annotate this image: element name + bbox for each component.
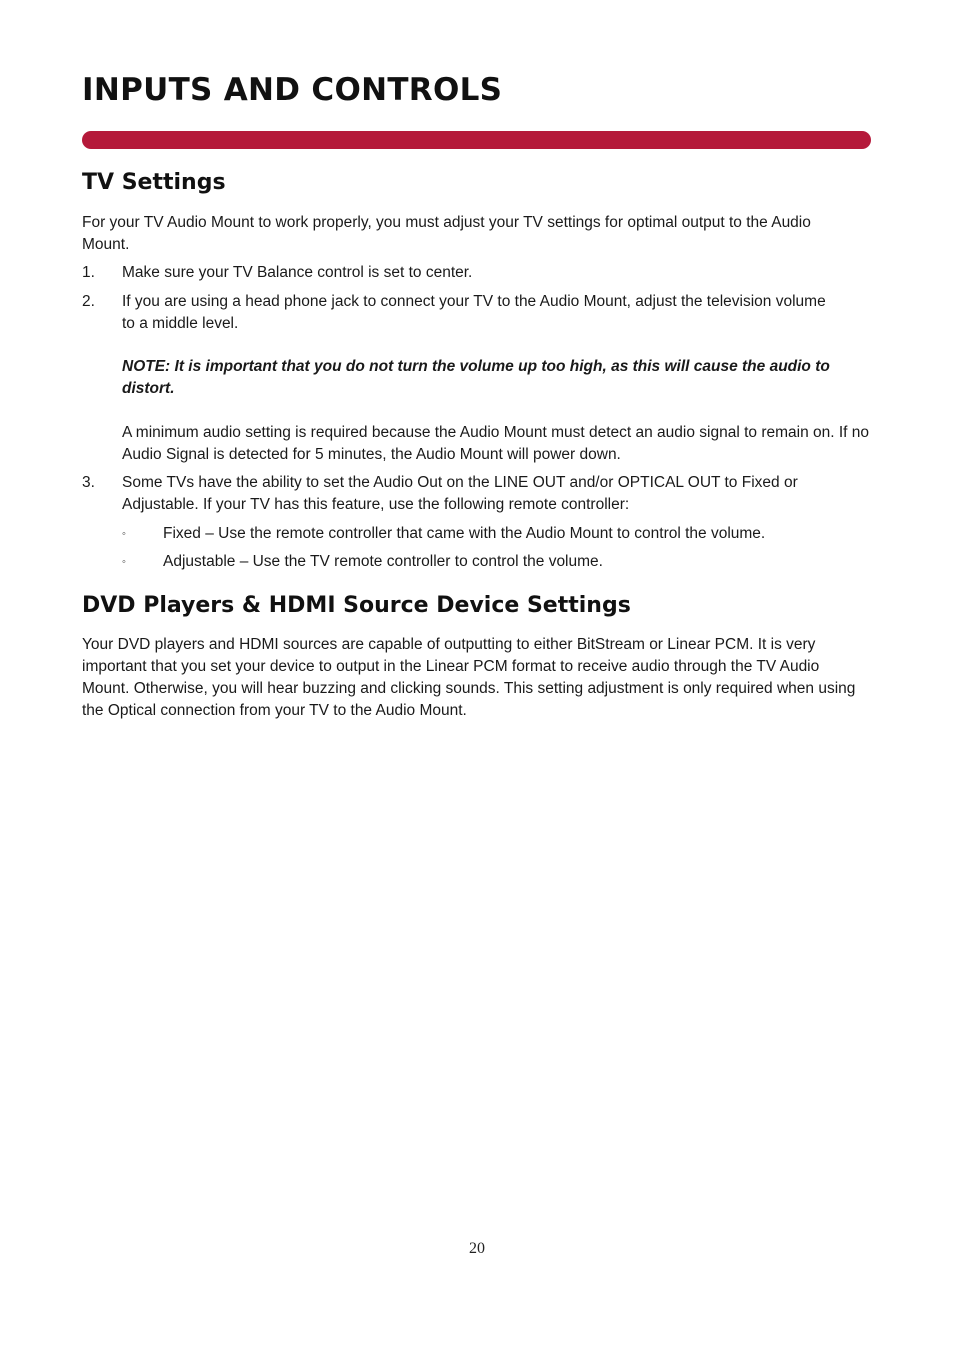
dvd-settings-body: Your DVD players and HDMI sources are capable of outputting to either BitStream or Linear PCM. It is very important that you set your device to output in the Linear PCM format to receive audio through the TV Audio Mount. Otherwise, you will hear buzzing and clicking sounds. This setting adjustment is only required when using the Optical connection from your TV to the Audio Mount. xyxy=(82,636,856,719)
bullet-circle-icon: ◦ xyxy=(122,556,126,568)
list-item-number-2: 2. xyxy=(82,293,95,310)
bullet-text-adjustable: Adjustable – Use the TV remote controller to control the volume. xyxy=(163,553,603,570)
list-item-text-3: Some TVs have the ability to set the Audio Out on the LINE OUT and/or OPTICAL OUT to Fixed or Adjustable. If your TV has this feature, use the following remote controller: xyxy=(122,474,798,513)
dvd-settings-heading: DVD Players & HDMI Source Device Settings xyxy=(82,593,631,618)
title-divider-bar xyxy=(82,131,871,149)
tv-settings-heading: TV Settings xyxy=(82,170,226,195)
list-item-number-3: 3. xyxy=(82,474,95,491)
tv-settings-intro: For your TV Audio Mount to work properly, you must adjust your TV settings for optimal output to the Audio Mount. xyxy=(82,214,811,253)
volume-note: NOTE: It is important that you do not turn the volume up too high, as this will cause the audio to distort. xyxy=(122,358,830,397)
list-item-text-2: If you are using a head phone jack to connect your TV to the Audio Mount, adjust the television volume to a middle level. xyxy=(122,293,826,332)
list-item-number-1: 1. xyxy=(82,264,95,281)
list-item-text-1: Make sure your TV Balance control is set to center. xyxy=(122,264,473,281)
page-number: 20 xyxy=(469,1240,485,1257)
page-title: INPUTS AND CONTROLS xyxy=(82,72,503,108)
minimum-audio-paragraph: A minimum audio setting is required because the Audio Mount must detect an audio signal to remain on. If no Audio Signal is detected for 5 minutes, the Audio Mount will power down. xyxy=(122,424,870,463)
bullet-circle-icon: ◦ xyxy=(122,528,126,540)
bullet-text-fixed: Fixed – Use the remote controller that came with the Audio Mount to control the volume. xyxy=(163,525,766,542)
